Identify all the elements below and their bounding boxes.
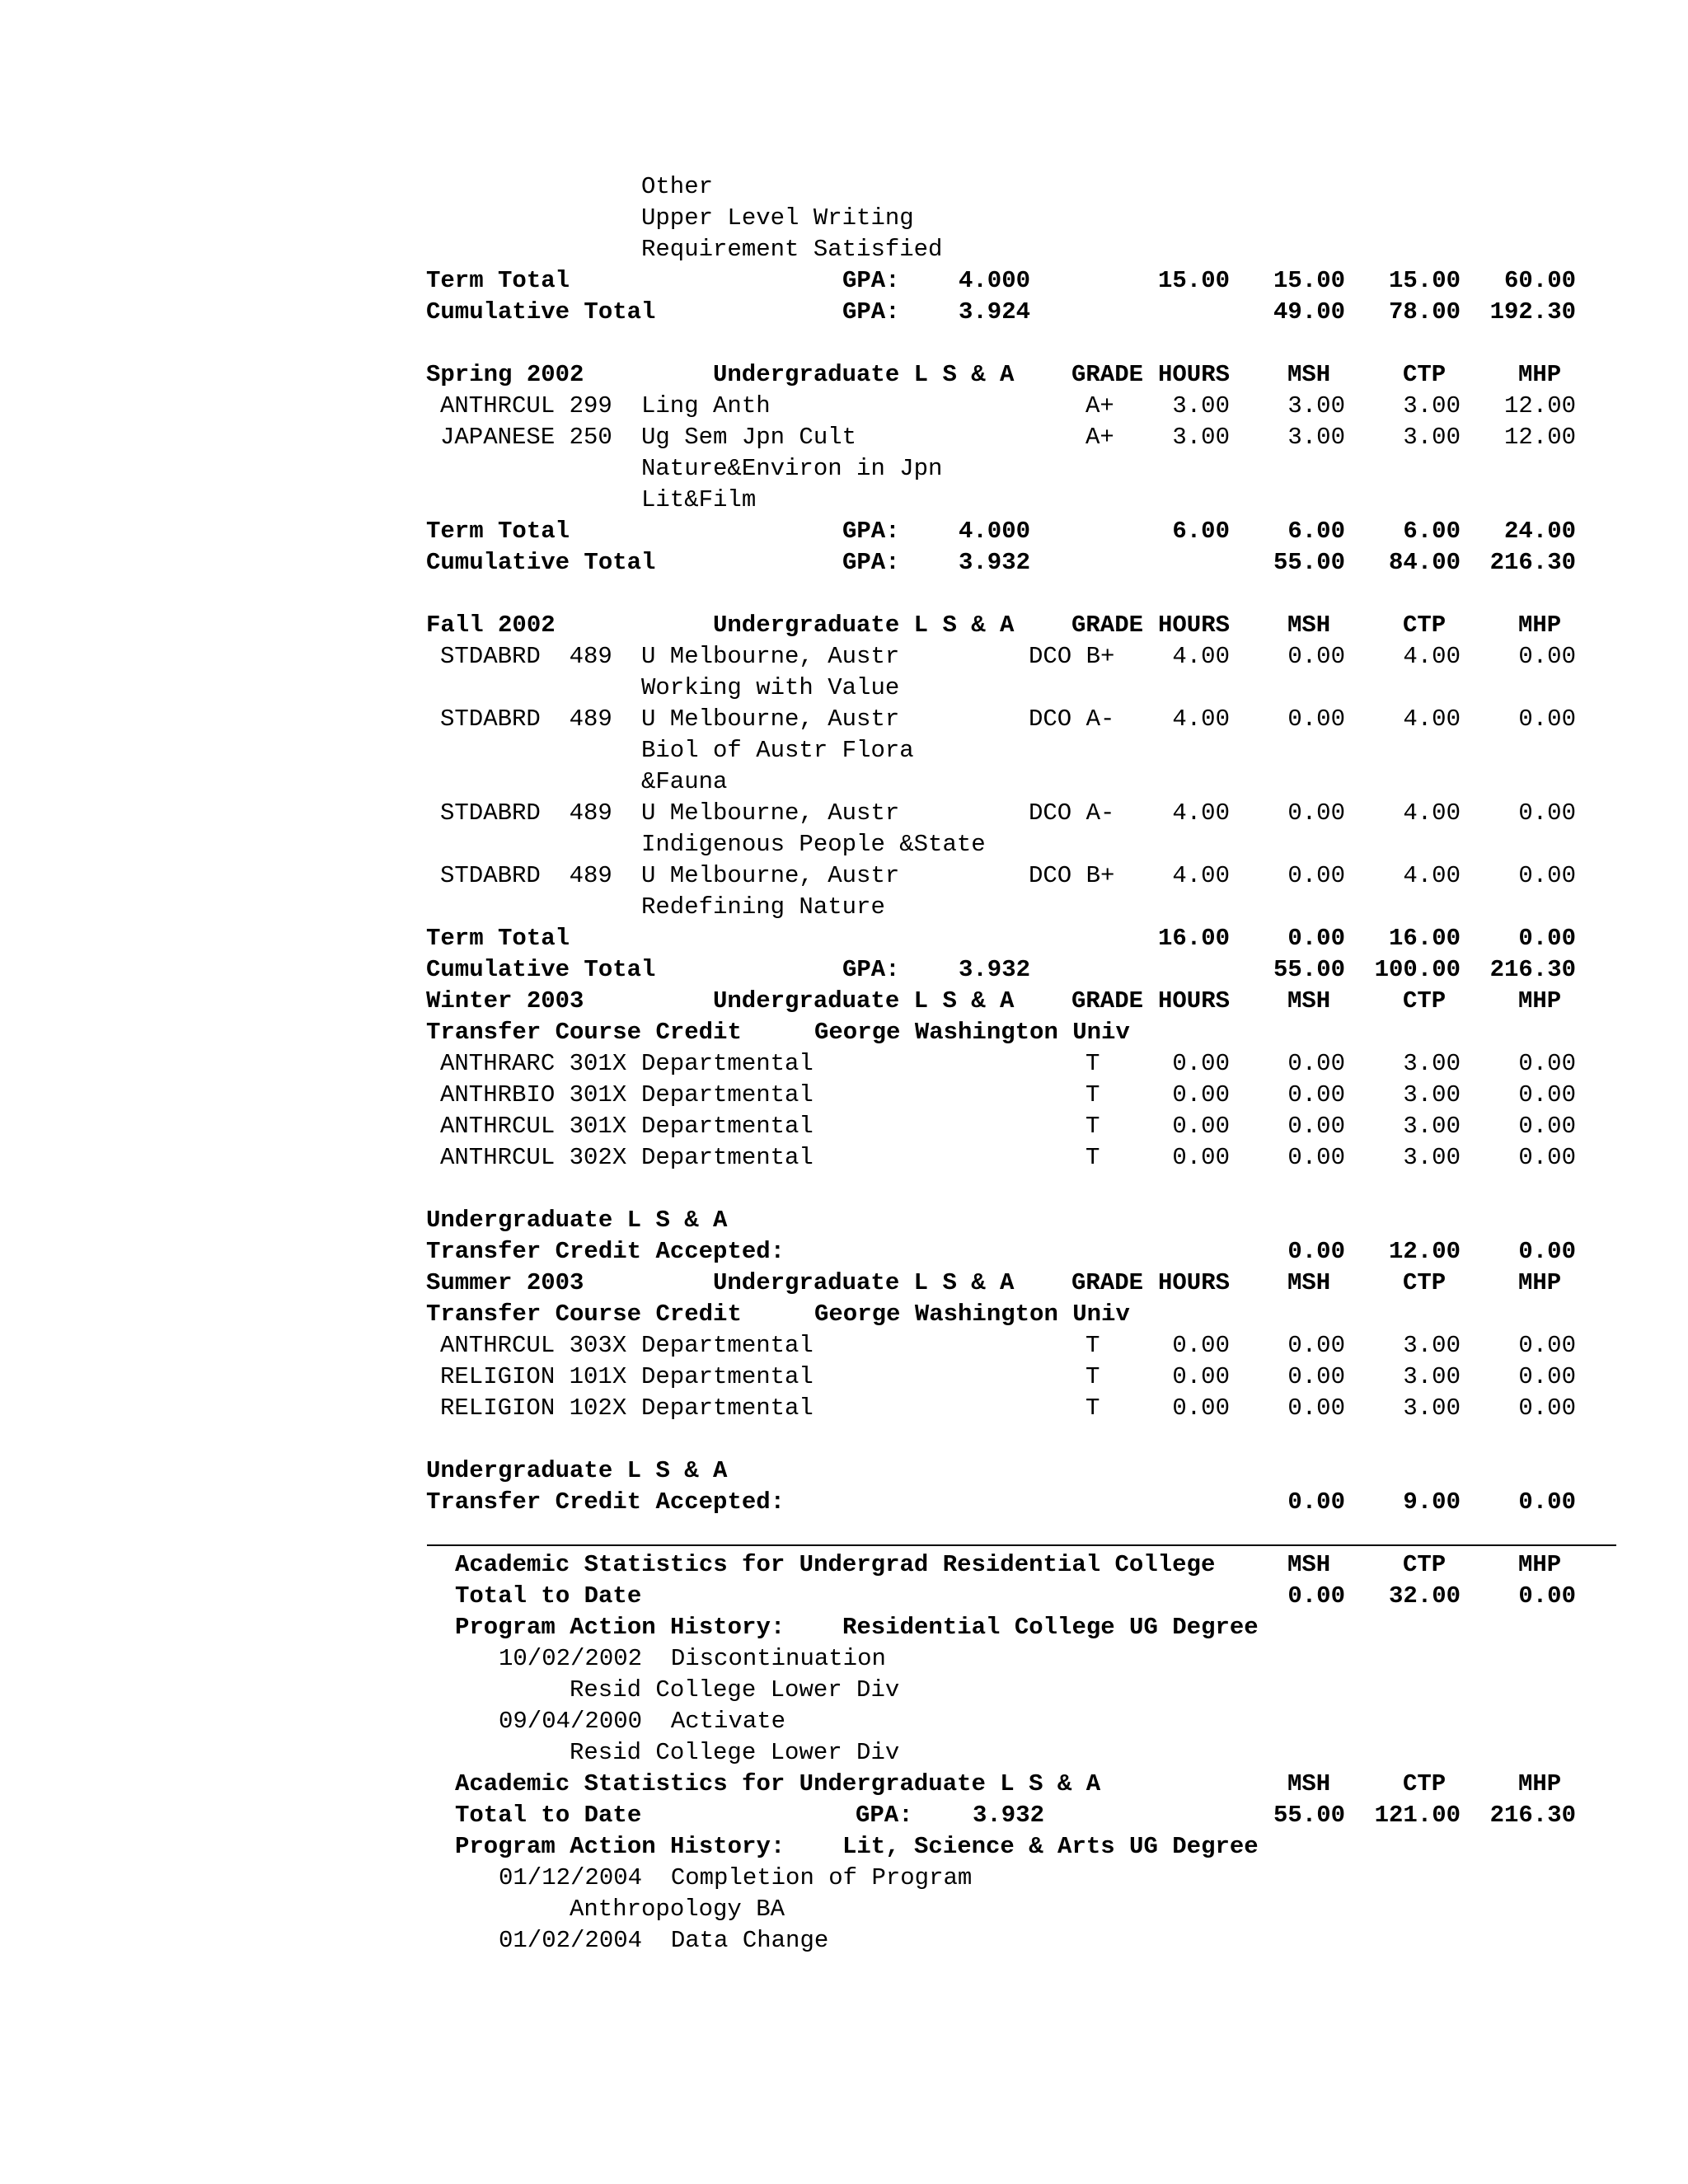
transcript-text: Departmental [641,1363,814,1390]
transcript-text: Transfer Credit Accepted: [426,1238,785,1265]
transcript-text: GRADE [1071,612,1144,639]
transcript-text: 9.00 [1403,1488,1461,1516]
transcript-text: 3.932 [973,1802,1045,1829]
transcript-text: MSH [1287,1770,1331,1797]
transcript-text: Undergraduate L S & A [713,987,1015,1015]
transcript-text: 216.30 [1489,549,1576,576]
transcript-text: 0.00 [1287,1363,1345,1390]
transcript-text: DCO A- [1029,705,1115,733]
transcript-text: 0.00 [1287,925,1345,952]
transcript-text: Program Action History: [455,1614,785,1641]
transcript-text: 49.00 [1273,298,1345,326]
transcript-text: MSH [1287,1269,1331,1296]
transcript-text: 0.00 [1172,1363,1230,1390]
transcript-text: 01/02/2004 Data Change [499,1927,829,1954]
transcript-text: 216.30 [1489,956,1576,983]
transcript-text: Cumulative Total [426,298,656,326]
transcript-text: 121.00 [1374,1802,1461,1829]
transcript-text: GRADE [1071,361,1144,388]
transcript-text: 0.00 [1518,1238,1576,1265]
transcript-text: T [1085,1113,1100,1140]
transcript-text: Other [641,173,714,200]
transcript-text: A+ [1085,424,1114,451]
transcript-text: 0.00 [1287,1582,1345,1610]
transcript-text: 6.00 [1403,518,1461,545]
transcript-text: 4.000 [959,267,1031,294]
transcript-text: MSH [1287,361,1331,388]
transcript-text: HOURS [1157,1269,1230,1296]
transcript-text: Spring 2002 [426,361,584,388]
transcript-text: DCO B+ [1029,643,1115,670]
transcript-text: 16.00 [1388,925,1461,952]
transcript-text: CTP [1403,1551,1447,1578]
transcript-text: HOURS [1157,987,1230,1015]
transcript-text: 0.00 [1518,1394,1576,1422]
transcript-text: Term Total [426,518,570,545]
transcript-text: 0.00 [1172,1332,1230,1359]
transcript-text: 3.00 [1403,1050,1461,1077]
transcript-text: 3.00 [1403,1081,1461,1108]
transcript-text: 3.00 [1403,424,1461,451]
transcript-text: GPA: [842,298,900,326]
transcript-text: 4.00 [1403,862,1461,889]
transcript-text: 4.00 [1172,705,1230,733]
transcript-text: 0.00 [1287,1394,1345,1422]
transcript-text: MHP [1518,612,1562,639]
transcript-text: Total to Date [455,1802,642,1829]
transcript-text: 3.00 [1403,1363,1461,1390]
transcript-text: Term Total [426,267,570,294]
transcript-text: Academic Statistics for Undergrad Residential College [455,1551,1216,1578]
transcript-text: U Melbourne, Austr [641,862,900,889]
transcript-text: 6.00 [1287,518,1345,545]
transcript-text: 4.00 [1172,799,1230,827]
transcript-text: 0.00 [1518,925,1576,952]
transcript-text: ANTHRCUL 302X [440,1144,627,1171]
transcript-text: Resid College Lower Div [570,1676,900,1704]
transcript-text: Fall 2002 [426,612,556,639]
transcript-text: GPA: [856,1802,913,1829]
transcript-text: STDABRD 489 [440,862,612,889]
transcript-text: MHP [1518,987,1562,1015]
transcript-text: ANTHRARC 301X [440,1050,627,1077]
transcript-text: 0.00 [1518,1144,1576,1171]
transcript-text: Term Total [426,925,570,952]
transcript-text: STDABRD 489 [440,705,612,733]
transcript-text: T [1085,1050,1100,1077]
transcript-text: Residential College UG Degree [842,1614,1259,1641]
transcript-text: Winter 2003 [426,987,584,1015]
transcript-text: 4.000 [959,518,1031,545]
transcript-text: DCO A- [1029,799,1115,827]
transcript-text: 3.932 [959,956,1031,983]
transcript-text: Ling Anth [641,392,771,419]
transcript-text: T [1085,1363,1100,1390]
transcript-text: 12.00 [1388,1238,1461,1265]
transcript-text: JAPANESE 250 [440,424,612,451]
transcript-text: 0.00 [1172,1081,1230,1108]
transcript-text: T [1085,1081,1100,1108]
transcript-text: 4.00 [1172,862,1230,889]
transcript-text: 4.00 [1403,705,1461,733]
transcript-text: 10/02/2002 Discontinuation [499,1645,886,1672]
transcript-text: MHP [1518,1551,1562,1578]
transcript-text: 0.00 [1518,1113,1576,1140]
transcript-text: 3.00 [1403,1144,1461,1171]
transcript-text: GRADE [1071,987,1144,1015]
transcript-text: 3.00 [1172,424,1230,451]
transcript-text: GPA: [842,956,900,983]
transcript-text: CTP [1403,361,1447,388]
transcript-text: T [1085,1394,1100,1422]
transcript-text: ANTHRCUL 303X [440,1332,627,1359]
transcript-text: RELIGION 101X [440,1363,627,1390]
transcript-text: 55.00 [1273,549,1345,576]
transcript-text: 24.00 [1503,518,1576,545]
transcript-text: MHP [1518,1269,1562,1296]
transcript-text: 16.00 [1157,925,1230,952]
transcript-text: Resid College Lower Div [570,1739,900,1766]
transcript-text: A+ [1085,392,1114,419]
transcript-text: Nature&Environ in Jpn [641,455,943,482]
transcript-text: George Washington Univ [814,1019,1130,1046]
transcript-text: MSH [1287,1551,1331,1578]
transcript-text: 3.00 [1403,1332,1461,1359]
transcript-text: 0.00 [1287,799,1345,827]
transcript-text: CTP [1403,612,1447,639]
transcript-text: 4.00 [1172,643,1230,670]
transcript-text: 0.00 [1287,1332,1345,1359]
transcript-text: Program Action History: [455,1833,785,1860]
transcript-text: 3.00 [1403,392,1461,419]
transcript-text: Upper Level Writing [641,204,914,232]
transcript-text: Transfer Course Credit [426,1301,742,1328]
transcript-text: 15.00 [1388,267,1461,294]
transcript-text: 3.932 [959,549,1031,576]
transcript-text: 12.00 [1503,424,1576,451]
transcript-text: 3.00 [1287,424,1345,451]
transcript-text: U Melbourne, Austr [641,643,900,670]
transcript-text: 0.00 [1518,1050,1576,1077]
transcript-text: Departmental [641,1394,814,1422]
transcript-text: Redefining Nature [641,893,885,921]
transcript-text: 3.00 [1172,392,1230,419]
transcript-text: U Melbourne, Austr [641,705,900,733]
transcript-text: ANTHRCUL 301X [440,1113,627,1140]
transcript-text: Lit&Film [641,486,757,513]
transcript-text: 78.00 [1388,298,1461,326]
transcript-text: 0.00 [1287,1113,1345,1140]
transcript-text: GPA: [842,549,900,576]
transcript-text: GPA: [842,267,900,294]
transcript-text: Departmental [641,1081,814,1108]
transcript-text: 01/12/2004 Completion of Program [499,1864,973,1891]
transcript-text: ANTHRCUL 299 [440,392,612,419]
transcript-text: Undergraduate L S & A [713,612,1015,639]
transcript-text: CTP [1403,1770,1447,1797]
transcript-text: 216.30 [1489,1802,1576,1829]
transcript-text: Undergraduate L S & A [713,1269,1015,1296]
transcript-text: George Washington Univ [814,1301,1130,1328]
transcript-text: 15.00 [1273,267,1345,294]
transcript-text: MHP [1518,361,1562,388]
transcript-text: 192.30 [1489,298,1576,326]
transcript-text: Academic Statistics for Undergraduate L S & A [455,1770,1101,1797]
transcript-text: 3.924 [959,298,1031,326]
transcript-text: MHP [1518,1770,1562,1797]
transcript-text: STDABRD 489 [440,799,612,827]
transcript-text: 0.00 [1518,1081,1576,1108]
transcript-text: 60.00 [1503,267,1576,294]
transcript-text: 84.00 [1388,549,1461,576]
transcript-text: 0.00 [1518,862,1576,889]
transcript-text: 0.00 [1287,643,1345,670]
transcript-text: 32.00 [1388,1582,1461,1610]
transcript-text: 09/04/2000 Activate [499,1708,786,1735]
transcript-text: Indigenous People &State [641,831,986,858]
transcript-text: 0.00 [1518,1332,1576,1359]
transcript-text: Cumulative Total [426,956,656,983]
transcript-text: Working with Value [641,674,900,701]
transcript-text: 0.00 [1287,862,1345,889]
transcript-text: 0.00 [1518,643,1576,670]
transcript-text: Cumulative Total [426,549,656,576]
transcript-text: 0.00 [1287,705,1345,733]
transcript-text: 0.00 [1518,1363,1576,1390]
transcript-text: Requirement Satisfied [641,236,943,263]
transcript-text: 6.00 [1172,518,1230,545]
transcript-text: Summer 2003 [426,1269,584,1296]
transcript-text: Lit, Science & Arts UG Degree [842,1833,1259,1860]
transcript-text: DCO B+ [1029,862,1115,889]
section-divider [427,1544,1616,1546]
transcript-text: 0.00 [1287,1488,1345,1516]
transcript-text: 0.00 [1518,799,1576,827]
transcript-text: 100.00 [1374,956,1461,983]
transcript-text: 0.00 [1518,1488,1576,1516]
transcript-text: Undergraduate L S & A [426,1207,728,1234]
transcript-text: 15.00 [1157,267,1230,294]
transcript-text: Ug Sem Jpn Cult [641,424,857,451]
transcript-text: CTP [1403,1269,1447,1296]
transcript-text: 0.00 [1287,1081,1345,1108]
transcript-text: 12.00 [1503,392,1576,419]
transcript-text: STDABRD 489 [440,643,612,670]
transcript-text: 0.00 [1518,1582,1576,1610]
transcript-text: 3.00 [1287,392,1345,419]
transcript-text: 4.00 [1403,643,1461,670]
transcript-text: 0.00 [1287,1144,1345,1171]
transcript-text: Departmental [641,1113,814,1140]
transcript-text: U Melbourne, Austr [641,799,900,827]
transcript-text: CTP [1403,987,1447,1015]
transcript-text: RELIGION 102X [440,1394,627,1422]
transcript-text: 55.00 [1273,1802,1345,1829]
transcript-text: 0.00 [1172,1394,1230,1422]
transcript-text: Biol of Austr Flora [641,737,914,764]
transcript-text: 3.00 [1403,1394,1461,1422]
transcript-text: 0.00 [1287,1050,1345,1077]
transcript-text: GPA: [842,518,900,545]
transcript-text: 55.00 [1273,956,1345,983]
transcript-text: 0.00 [1172,1113,1230,1140]
transcript-text: HOURS [1157,361,1230,388]
transcript-text: Departmental [641,1332,814,1359]
transcript-text: Total to Date [455,1582,642,1610]
transcript-text: 3.00 [1403,1113,1461,1140]
transcript-text: Undergraduate L S & A [713,361,1015,388]
transcript-text: MSH [1287,987,1331,1015]
transcript-text: GRADE [1071,1269,1144,1296]
transcript-text: Anthropology BA [570,1896,785,1923]
transcript-text: 0.00 [1172,1050,1230,1077]
transcript-text: Departmental [641,1050,814,1077]
transcript-text: 0.00 [1518,705,1576,733]
transcript-text: 4.00 [1403,799,1461,827]
transcript-text: Transfer Course Credit [426,1019,742,1046]
transcript-text: Transfer Credit Accepted: [426,1488,785,1516]
transcript-text: T [1085,1144,1100,1171]
transcript-text: 0.00 [1287,1238,1345,1265]
transcript-text: T [1085,1332,1100,1359]
transcript-text: 0.00 [1172,1144,1230,1171]
transcript-text: Departmental [641,1144,814,1171]
transcript-text: &Fauna [641,768,728,795]
transcript-text: Undergraduate L S & A [426,1457,728,1484]
transcript-text: ANTHRBIO 301X [440,1081,627,1108]
transcript-text: HOURS [1157,612,1230,639]
transcript-text: MSH [1287,612,1331,639]
